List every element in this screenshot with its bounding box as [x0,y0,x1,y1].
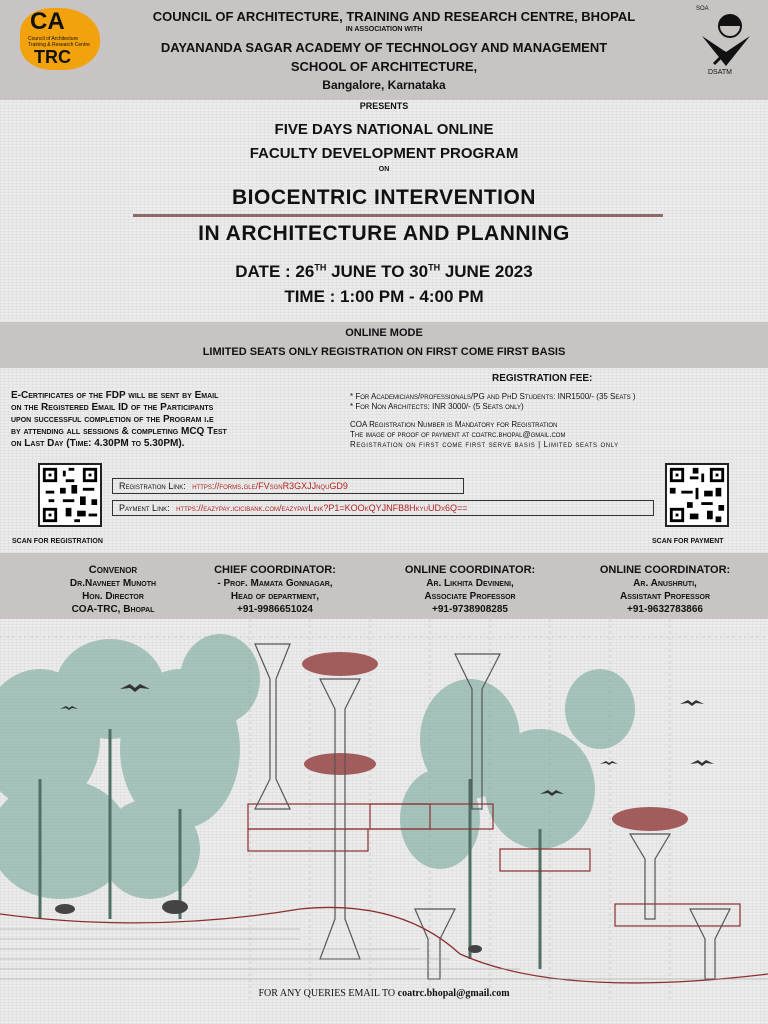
footer-email[interactable]: coatrc.bhopal@gmail.com [397,988,510,999]
ground-hatch [0,929,768,979]
date-start-day: 26 [295,262,315,281]
trc-logo-text: TRC [34,47,71,67]
date-end-sup: TH [428,262,441,273]
animals-icon [55,900,482,953]
fee-line-2: * For Non Architects: INR 3000/- (5 Seats only) [350,402,524,411]
coordinator-heading: ONLINE COORDINATOR: [599,564,731,576]
time-label: TIME [284,287,325,306]
coordinator-chief [190,564,360,616]
date-label: DATE : [235,262,291,281]
coordinator-convenor [38,564,188,616]
mode-line-1: ONLINE MODE [345,327,423,339]
mode-line-2: LIMITED SEATS ONLY REGISTRATION ON FIRST COME FIRST BASIS [202,346,566,358]
dsatm-emblem-icon [696,6,756,68]
payment-link-box[interactable] [112,500,654,516]
dsatm-logo [696,6,756,78]
cert-line-5: on Last Day (Time: 4.30PM to 5.30PM). [11,438,185,449]
cert-line-1: E-Certificates of the FDP will be sent by Email [11,390,219,401]
coordinator-heading: Convenor [88,564,138,576]
coordinator-role: Associate Professor [424,591,516,602]
registration-link-box[interactable] [112,478,464,494]
architecture-illustration [0,619,768,1024]
scan-payment-label: SCAN FOR PAYMENT [652,538,724,545]
date-mid: JUNE TO [331,262,405,281]
program-line-1: FIVE DAYS NATIONAL ONLINE [274,121,494,138]
org-line-4: Bangalore, Karnataka [322,78,446,92]
registration-link-url[interactable]: https://forms.gle/FVsgnR3GXJJnquGD9 [192,481,348,491]
org-line-2: DAYANANDA SAGAR ACADEMY OF TECHNOLOGY AND MANAGEMENT [160,40,608,55]
fee-line-5: Registration on first come first serve basis | Limited seats only [350,440,619,449]
soa-logo-text: SOA [696,6,709,12]
fee-block [350,392,760,450]
coa-logo-sub2: Training & Research Centre [28,42,90,48]
coordinator-role: Hon. Director [82,591,144,602]
registration-qr-code[interactable] [38,463,102,527]
coordinator-online-2 [580,564,750,616]
time-line [0,287,768,307]
fee-heading: REGISTRATION FEE: [492,373,593,384]
dsatm-logo-text: DSATM [708,69,732,76]
coordinator-phone: +91-9738908285 [432,604,508,615]
payment-qr-code[interactable] [665,463,729,527]
qr-payment-icon [667,465,727,525]
coordinator-name: Ar. Likhita Devineni, [426,578,514,589]
program-title-2: IN ARCHITECTURE AND PLANNING [198,222,570,245]
program-title-1: BIOCENTRIC INTERVENTION [232,186,536,209]
org-line-3: SCHOOL OF ARCHITECTURE, [290,59,478,74]
scan-registration-label: SCAN FOR REGISTRATION [12,538,103,545]
registration-link-label: Registration Link: [119,481,186,491]
cert-line-2: on the Registered Email ID of the Participants [11,402,214,413]
fee-line-4: The image of proof of payment at coatrc.bhopal@gmail.com [350,430,566,439]
date-line [0,262,768,282]
footer-query-text: FOR ANY QUERIES EMAIL TO [258,988,396,999]
certificates-block [11,390,227,450]
title-divider [133,214,663,217]
coordinator-online-1 [385,564,555,616]
coordinator-heading: CHIEF COORDINATOR: [214,564,336,576]
cert-line-3: upon successful completion of the Program i.e [11,414,214,425]
qr-registration-icon [40,465,100,525]
footer-query [0,988,768,999]
date-end-day: 30 [409,262,429,281]
payment-link-label: Payment Link: [119,503,170,513]
coordinator-role: Head of department, [230,591,320,602]
date-end: JUNE 2023 [444,262,533,281]
coordinator-role: Assistant Professor [619,591,711,602]
presents-text: PRESENTS [359,101,409,111]
date-start-sup: TH [314,262,327,273]
coordinator-name: - Prof. Mamata Gonnagar, [217,578,333,589]
coordinator-org: COA-TRC, Bhopal [71,604,155,615]
fee-line-3: COA Registration Number is Mandatory for Registration [350,420,558,429]
coordinator-phone: +91-9986651024 [237,604,313,615]
coordinator-phone: +91-9632783866 [627,604,703,615]
cert-line-4: by attending all sessions & completing MCQ Test [11,426,227,437]
org-line-1: COUNCIL OF ARCHITECTURE, TRAINING AND RESEARCH CENTRE, BHOPAL [152,9,636,24]
fee-line-1: * For Academicians/professionals/PG and PhD Students: INR1500/- (35 Seats ) [350,392,636,401]
coa-logo-text: CA [30,8,65,35]
on-text: ON [378,166,390,173]
coordinator-heading: ONLINE COORDINATOR: [404,564,536,576]
association-text: IN ASSOCIATION WITH [345,26,423,33]
coordinator-name: Ar. Anushruti, [633,578,697,589]
coordinator-name: Dr.Navneet Munoth [69,578,157,589]
time-value: : 1:00 PM - 4:00 PM [329,287,484,306]
coa-logo-sub1: Council of Architecture [28,36,79,42]
program-line-2: FACULTY DEVELOPMENT PROGRAM [249,145,519,162]
payment-link-url[interactable]: https://eazypay.icicibank.com/eazypayLink?P1=KOOkQYJNFB8HkyuUDx6Q== [176,503,468,513]
